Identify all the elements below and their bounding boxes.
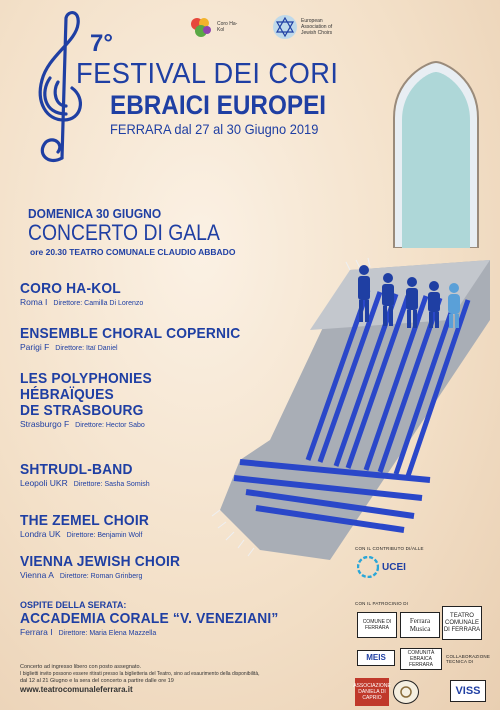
ferrara-musica-logo: Ferrara Musica [400, 612, 440, 638]
choir-director: Direttore: Hector Sabo [75, 422, 145, 429]
choir-name: DE STRASBOURG [20, 402, 144, 419]
choir-entry [20, 326, 260, 354]
logo-hakol [188, 14, 239, 40]
patrocinio-label: CON IL PATROCINIO DI [355, 601, 409, 606]
logo-eaju [272, 14, 341, 40]
ucei-logo [357, 556, 406, 578]
choir-name: VIENNA JEWISH CHOIR [20, 553, 181, 570]
festival-subtitle: FERRARA dal 27 al 30 Giugno 2019 [110, 121, 319, 137]
edition-number: 7° [90, 30, 113, 57]
comunita-logo: COMUNITÀ EBRAICA FERRARA [400, 648, 442, 670]
arch-window [388, 58, 484, 248]
choir-city-director [20, 529, 160, 541]
seal-icon [399, 685, 413, 699]
associazione-logo: ASSOCIAZIONE DANIELA DI CAPRIO [355, 678, 389, 706]
meis-logo: MEIS [357, 650, 395, 666]
choir-name: THE ZEMEL CHOIR [20, 512, 150, 529]
choir-city-director [20, 297, 143, 309]
choir-city: Vienna A [20, 570, 54, 580]
event-title: CONCERTO DI GALA [28, 220, 220, 245]
choir-entry [20, 554, 194, 582]
hakol-label: Coro Ha-Kol [217, 21, 238, 33]
collaborazione-label: COLLABORAZIONE TECNICA DI [446, 654, 491, 664]
note-line: I biglietti invito possono essere ritirati presso la biglietteria del Teatro, sino ad esaurimento della disponibilità, [20, 671, 260, 677]
seal-logo [393, 680, 419, 704]
choir-name: LES POLYPHONIES [20, 370, 152, 387]
choir-city: Strasburgo F [20, 419, 70, 429]
choir-name: SHTRUDL-BAND [20, 461, 133, 478]
choir-entry [20, 513, 160, 541]
choir-city: Roma I [20, 297, 48, 307]
choir-name: HÉBRAÏQUES [20, 386, 114, 403]
choir-city-director [20, 342, 260, 354]
teatro-logo: TEATRO COMUNALE DI FERRARA [442, 606, 482, 640]
note-line: Concerto ad ingresso libero con posto assegnato. [20, 664, 142, 670]
guest-director: Direttore: Maria Elena Mazzella [58, 630, 157, 637]
choir-city: Leopoli UKR [20, 478, 68, 488]
choir-director: Direttore: Roman Grinberg [59, 573, 143, 580]
note-line: dal 12 al 21 Giugno e la sera del concerto a partire dalle ore 19 [20, 678, 174, 684]
viss-logo: VISS [450, 680, 486, 702]
festival-title-line2: EBRAICI EUROPEI [110, 90, 327, 120]
choir-name: ENSEMBLE CHORAL COPERNIC [20, 325, 241, 342]
guest-city: Ferrara I [20, 627, 53, 637]
guest-city-director [20, 627, 301, 639]
ticket-notes [20, 664, 340, 695]
ucei-label: UCEI [382, 561, 406, 573]
guest-entry [20, 611, 301, 639]
event-time-place: ore 20.30 TEATRO COMUNALE CLAUDIO ABBADO [30, 247, 236, 257]
festival-title-line1: FESTIVAL DEI CORI [76, 58, 339, 90]
choir-entry [20, 371, 163, 431]
choir-entry [20, 462, 150, 490]
choir-director: Direttore: Camilla Di Lorenzo [53, 300, 144, 307]
eaju-label: European Association of Jewish Choirs [301, 18, 333, 36]
website-link[interactable]: www.teatrocomunaleferrara.it [20, 685, 133, 694]
choir-name: CORO HA-KOL [20, 280, 121, 297]
guest-name: ACCADEMIA CORALE “V. VENEZIANI” [20, 610, 279, 627]
comune-logo: COMUNE DI FERRARA [357, 612, 397, 638]
choir-city: Londra UK [20, 529, 61, 539]
choir-city-director [20, 478, 150, 490]
choir-city-director [20, 570, 194, 582]
guest-label: OSPITE DELLA SERATA: [20, 600, 127, 610]
choir-director: Direttore: Benjamin Wolf [66, 532, 143, 539]
choir-entry [20, 281, 143, 309]
singers-illustration [350, 262, 470, 332]
choir-director: Direttore: Sasha Somish [73, 481, 150, 488]
contributo-label: CON IL CONTRIBUTO DI/ALLE [355, 546, 424, 551]
choir-director: Direttore: Itaï Daniel [55, 345, 118, 352]
star-of-david-icon [272, 14, 298, 40]
hakol-logo-icon [188, 14, 214, 40]
event-date: DOMENICA 30 GIUGNO [28, 206, 162, 221]
choir-city-director [20, 419, 163, 431]
choir-city: Parigi F [20, 342, 50, 352]
ucei-logo-icon [357, 556, 379, 578]
